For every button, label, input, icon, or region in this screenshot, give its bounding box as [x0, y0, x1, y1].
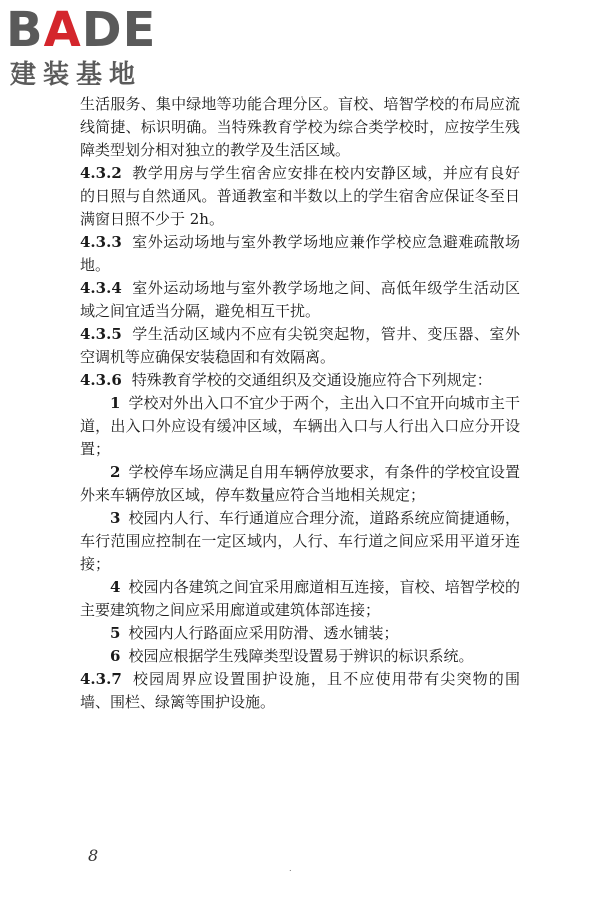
- item-number: 1: [110, 394, 121, 412]
- clause-4-3-2: [80, 162, 520, 231]
- item-text: 校园内人行路面应采用防滑、透水铺装；: [128, 624, 399, 642]
- item-text: 学校对外出入口不宜少于两个，主出入口不宜开向城市主干道，出入口外应设有缓冲区域，车辆出入口与人行出入口应分开设置；: [80, 394, 520, 458]
- item-number: 5: [110, 624, 121, 642]
- list-item-5: [80, 622, 520, 645]
- item-text: 学校停车场应满足自用车辆停放要求，有条件的学校宜设置外来车辆停放区域，停车数量应符合当地相关规定；: [80, 463, 520, 504]
- clause-4-3-3: [80, 231, 520, 277]
- clause-number: 4.3.4: [80, 279, 122, 297]
- clause-number: 4.3.7: [80, 670, 122, 688]
- list-item-6: [80, 645, 520, 668]
- clause-number: 4.3.5: [80, 325, 122, 343]
- item-number: 4: [110, 578, 121, 596]
- footer-dot: .: [289, 864, 292, 873]
- item-number: 2: [110, 463, 121, 481]
- list-item-3: [80, 507, 520, 576]
- logo-wordmark: [6, 2, 156, 58]
- list-item-4: [80, 576, 520, 622]
- item-number: 3: [110, 509, 121, 527]
- clause-4-3-4: [80, 277, 520, 323]
- clause-text: 学生活动区域内不应有尖锐突起物，管井、变压器、室外空调机等应确保安装稳固和有效隔离。: [80, 325, 520, 366]
- document-body: [80, 93, 520, 714]
- clause-text: 室外运动场地与室外教学场地之间、高低年级学生活动区域之间宜适当分隔，避免相互干扰。: [80, 279, 520, 320]
- logo-subtitle: 建装基地: [10, 60, 143, 90]
- clause-text: 室外运动场地与室外教学场地应兼作学校应急避难疏散场地。: [80, 233, 520, 274]
- clause-4-3-7: [80, 668, 520, 714]
- clause-4-3-5: [80, 323, 520, 369]
- clause-number: 4.3.6: [80, 371, 122, 389]
- clause-text: 特殊教育学校的交通组织及交通设施应符合下列规定：: [131, 371, 492, 389]
- intro-paragraph: 生活服务、集中绿地等功能合理分区。盲校、培智学校的布局应流线简捷、标识明确。当特殊教育学校为综合类学校时，应按学生残障类型划分相对独立的教学及生活区域。: [80, 95, 520, 159]
- clause-text: 校园周界应设置围护设施，且不应使用带有尖突物的围墙、围栏、绿篱等围护设施。: [80, 670, 520, 711]
- item-text: 校园内各建筑之间宜采用廊道相互连接，盲校、培智学校的主要建筑物之间应采用廊道或建筑体部连接；: [80, 578, 520, 619]
- page-number: 8: [88, 846, 99, 865]
- item-text: 校园应根据学生残障类型设置易于辨识的标识系统。: [128, 647, 474, 665]
- clause-number: 4.3.2: [80, 164, 122, 182]
- clause-4-3-6: [80, 369, 520, 392]
- bade-logo: [6, 2, 176, 94]
- list-item-1: [80, 392, 520, 461]
- clause-text: 教学用房与学生宿舍应安排在校内安静区域，并应有良好的日照与自然通风。普通教室和半数以上的学生宿舍应保证冬至日满窗日照不少于 2h。: [80, 164, 520, 228]
- logo-letter-a: A: [43, 2, 82, 58]
- logo-letters-de: DE: [81, 2, 157, 58]
- list-item-2: [80, 461, 520, 507]
- logo-letter-b: B: [6, 2, 44, 58]
- clause-number: 4.3.3: [80, 233, 122, 251]
- item-text: 校园内人行、车行通道应合理分流，道路系统应简捷通畅，车行范围应控制在一定区域内，人行、车行道之间应采用平道牙连接；: [80, 509, 520, 573]
- item-number: 6: [110, 647, 121, 665]
